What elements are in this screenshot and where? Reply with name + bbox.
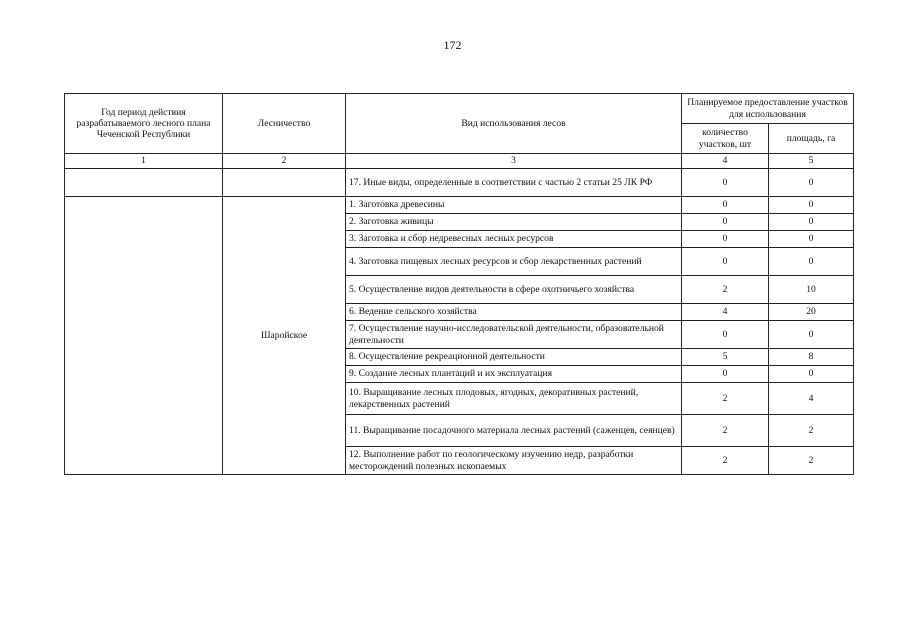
forestry-name-cell: Шаройское bbox=[223, 197, 346, 475]
area-cell: 0 bbox=[769, 231, 854, 248]
header-area: площадь, га bbox=[769, 124, 854, 154]
header-period: Год период действия разрабатываемого лесного плана Чеченской Республики bbox=[65, 94, 223, 154]
area-cell: 0 bbox=[769, 366, 854, 383]
area-cell: 2 bbox=[769, 447, 854, 475]
count-cell: 2 bbox=[682, 447, 769, 475]
area-cell: 0 bbox=[769, 321, 854, 349]
column-number: 2 bbox=[223, 154, 346, 169]
use-type-cell: 7. Осуществление научно-исследовательской деятельности, образовательной деятельности bbox=[346, 321, 682, 349]
area-cell: 0 bbox=[769, 197, 854, 214]
period-cell bbox=[65, 169, 223, 197]
column-number: 5 bbox=[769, 154, 854, 169]
count-cell: 5 bbox=[682, 349, 769, 366]
header-forestry: Лесничество bbox=[223, 94, 346, 154]
area-cell: 20 bbox=[769, 304, 854, 321]
use-type-cell: 8. Осуществление рекреационной деятельности bbox=[346, 349, 682, 366]
column-number: 1 bbox=[65, 154, 223, 169]
period-cell bbox=[65, 197, 223, 475]
count-cell: 2 bbox=[682, 383, 769, 415]
area-cell: 0 bbox=[769, 248, 854, 276]
header-count: количество участков, шт bbox=[682, 124, 769, 154]
table-row bbox=[65, 197, 854, 214]
area-cell: 4 bbox=[769, 383, 854, 415]
use-type-cell: 6. Ведение сельского хозяйства bbox=[346, 304, 682, 321]
area-cell: 0 bbox=[769, 169, 854, 197]
count-cell: 0 bbox=[682, 248, 769, 276]
use-type-cell: 10. Выращивание лесных плодовых, ягодных, декоративных растений, лекарственных растений bbox=[346, 383, 682, 415]
use-type-cell: 17. Иные виды, определенные в соответствии с частью 2 статьи 25 ЛК РФ bbox=[346, 169, 682, 197]
area-cell: 2 bbox=[769, 415, 854, 447]
column-number-row bbox=[65, 154, 854, 169]
count-cell: 0 bbox=[682, 321, 769, 349]
use-type-cell: 2. Заготовка живицы bbox=[346, 214, 682, 231]
count-cell: 0 bbox=[682, 169, 769, 197]
use-type-cell: 3. Заготовка и сбор недревесных лесных ресурсов bbox=[346, 231, 682, 248]
table-row bbox=[65, 169, 854, 197]
use-type-cell: 12. Выполнение работ по геологическому изучению недр, разработки месторождений полезных ископаемых bbox=[346, 447, 682, 475]
use-type-cell: 11. Выращивание посадочного материала лесных растений (саженцев, сеянцев) bbox=[346, 415, 682, 447]
use-type-cell: 5. Осуществление видов деятельности в сфере охотничьего хозяйства bbox=[346, 276, 682, 304]
use-type-cell: 1. Заготовка древесины bbox=[346, 197, 682, 214]
use-type-cell: 9. Создание лесных плантаций и их эксплуатация bbox=[346, 366, 682, 383]
count-cell: 2 bbox=[682, 415, 769, 447]
column-number: 4 bbox=[682, 154, 769, 169]
area-cell: 0 bbox=[769, 214, 854, 231]
forest-use-table bbox=[64, 93, 854, 475]
count-cell: 2 bbox=[682, 276, 769, 304]
header-use-type: Вид использования лесов bbox=[346, 94, 682, 154]
area-cell: 8 bbox=[769, 349, 854, 366]
count-cell: 0 bbox=[682, 231, 769, 248]
area-cell: 10 bbox=[769, 276, 854, 304]
page-number: 172 bbox=[443, 38, 462, 52]
count-cell: 4 bbox=[682, 304, 769, 321]
header-planned: Планируемое предоставление участков для использования bbox=[682, 94, 854, 124]
forestry-cell bbox=[223, 169, 346, 197]
use-type-cell: 4. Заготовка пищевых лесных ресурсов и сбор лекарственных растений bbox=[346, 248, 682, 276]
count-cell: 0 bbox=[682, 197, 769, 214]
count-cell: 0 bbox=[682, 214, 769, 231]
count-cell: 0 bbox=[682, 366, 769, 383]
column-number: 3 bbox=[346, 154, 682, 169]
